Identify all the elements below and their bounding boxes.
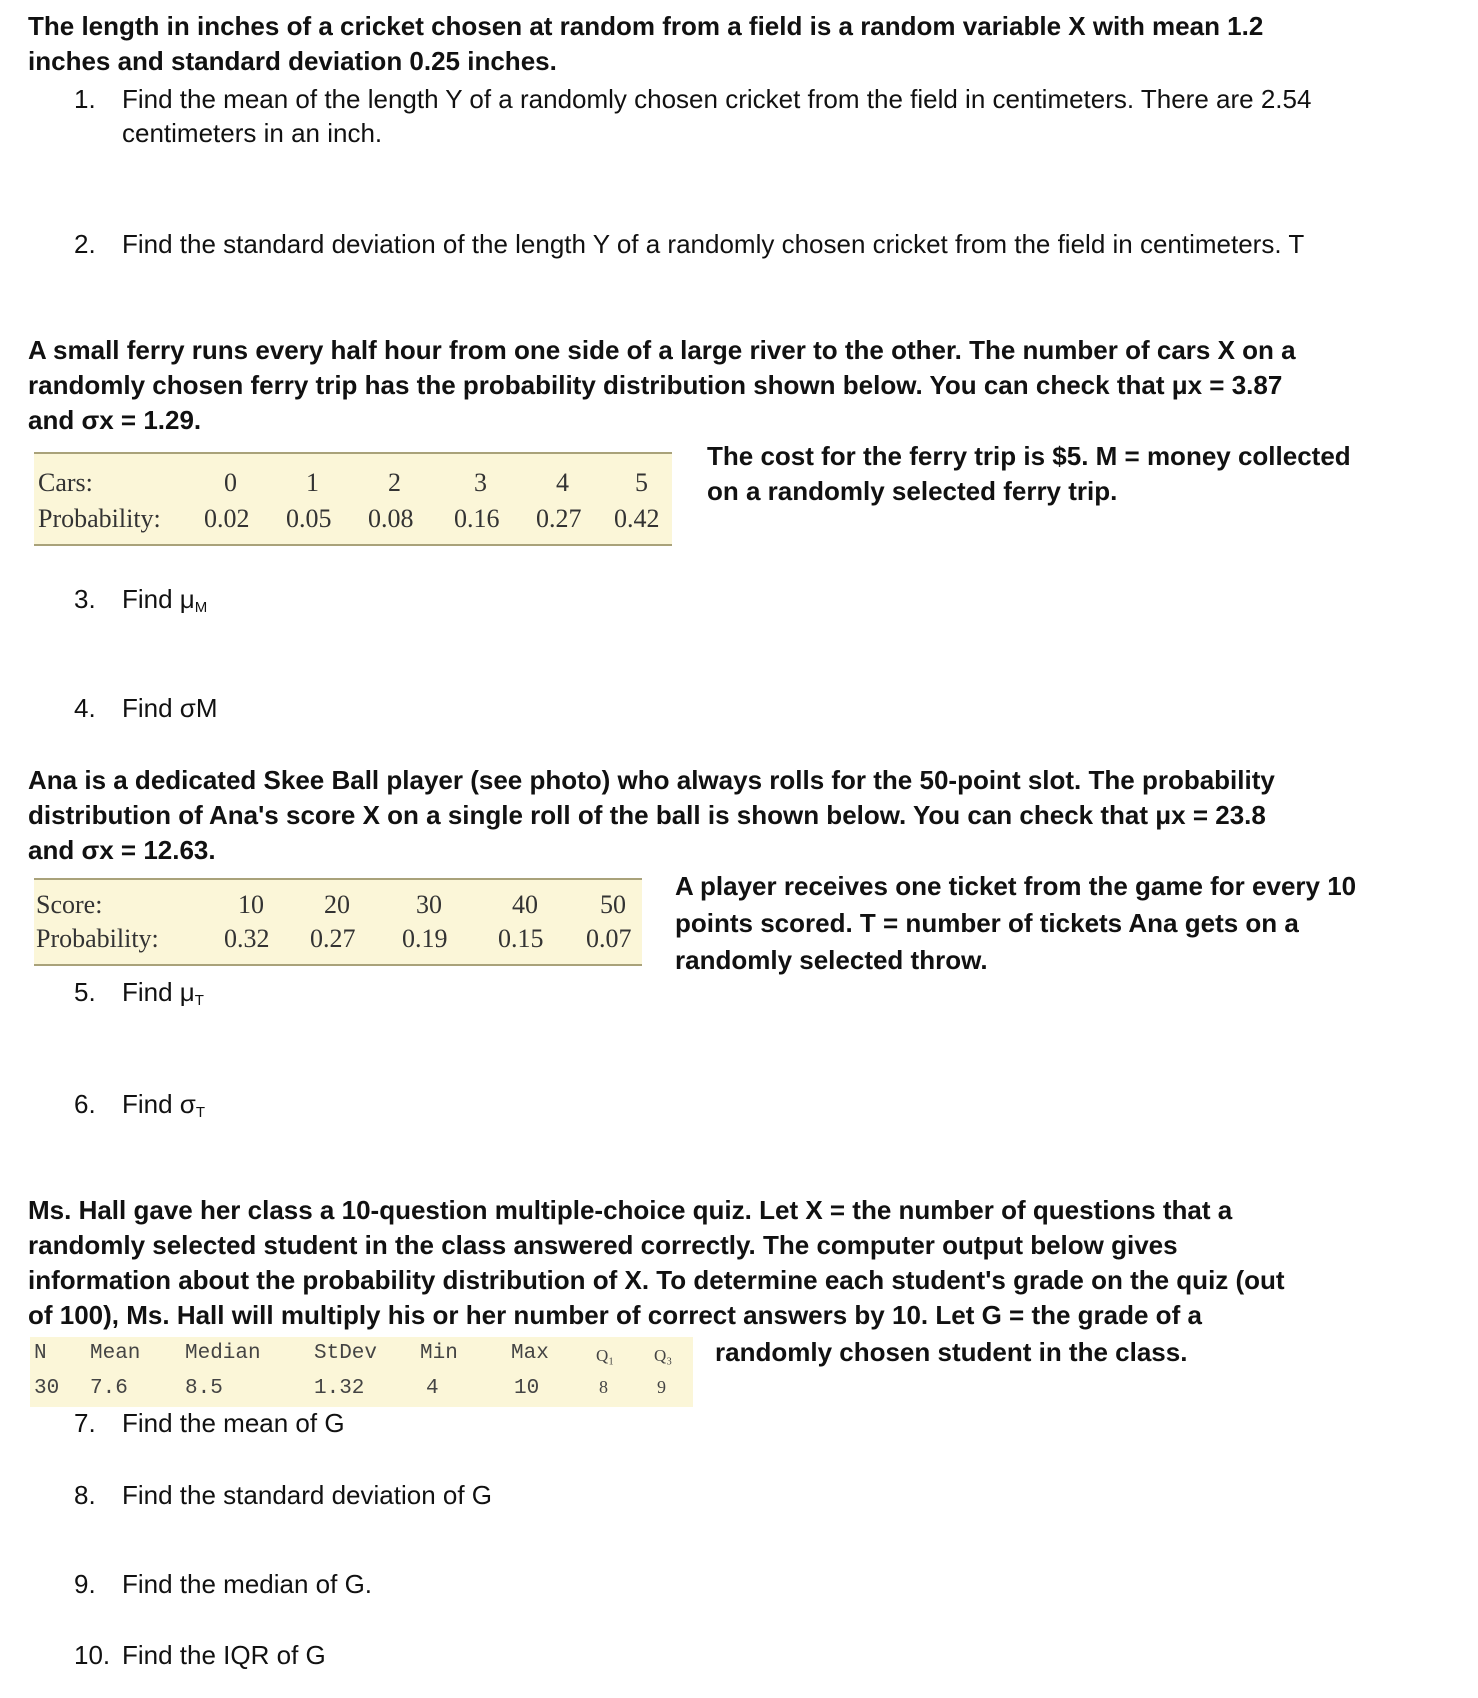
quiz-table-value: 8 [599,1377,608,1397]
question-7 [74,1406,345,1440]
question-6-text: Find σ [122,1089,196,1119]
skee-intro-line1: Ana is a dedicated Skee Ball player (see photo) who always rolls for the 50-point slot. The probability [28,765,1275,795]
ferry-cost-note-line2: on a randomly selected ferry trip. [707,476,1118,506]
quiz-table-header: Mean [90,1342,141,1365]
quiz-table-value: 9 [657,1377,666,1397]
quiz-intro-line4: of 100), Ms. Hall will multiply his or her number of correct answers by 10. Let G = the grade of a [28,1300,1202,1330]
skee-intro-line2: distribution of Ana's score X on a single roll of the ball is shown below. You can check that μx = 23.8 [28,800,1266,830]
quiz-intro-line2: randomly selected student in the class answered correctly. The computer output below gives [28,1230,1178,1260]
question-9-text: Find the median of G. [122,1569,373,1599]
quiz-table-value: 1.32 [314,1377,365,1400]
skee-table-prob: 0.27 [310,924,356,953]
question-8-text: Find the standard deviation of G [122,1480,493,1510]
quiz-summary-table [30,1337,693,1407]
question-2-number: 2. [74,229,96,259]
skee-table-value: 10 [238,890,264,919]
ferry-intro-line3: and σx = 1.29. [28,405,202,435]
cricket-intro-line1: The length in inches of a cricket chosen at random from a field is a random variable X with mean 1.2 [28,11,1264,41]
ferry-table-prob: 0.27 [536,504,582,533]
question-8-number: 8. [74,1480,96,1510]
skee-ticket-note-line2: points scored. T = number of tickets Ana gets on a [675,908,1299,938]
cricket-intro-line2: inches and standard deviation 0.25 inches. [28,46,557,76]
ferry-table-prob: 0.02 [204,504,250,533]
question-5-number: 5. [74,977,96,1007]
quiz-table-header: Min [420,1342,458,1365]
ferry-table-prob: 0.08 [368,504,414,533]
question-10 [74,1638,326,1672]
question-4 [74,691,218,725]
question-1-text: Find the mean of the length Y of a randomly chosen cricket from the field in centimeters. There are 2.54 [122,84,1312,114]
ferry-intro [28,333,1458,438]
skee-table-value: 50 [600,890,626,919]
question-3-number: 3. [74,584,96,614]
ferry-table-value: 2 [388,468,401,497]
skee-table-value: 40 [512,890,538,919]
question-9-number: 9. [74,1569,96,1599]
skee-table-prob: 0.07 [586,924,632,953]
ferry-table-value: 0 [224,468,237,497]
question-6-subscript: T [195,1104,206,1121]
quiz-table-header: Max [511,1342,549,1365]
quiz-table-value: 4 [426,1377,439,1400]
question-8 [74,1478,492,1512]
quiz-intro [28,1193,1468,1333]
ferry-table-prob: 0.16 [454,504,500,533]
question-4-text: Find σM [122,693,218,723]
ferry-table-prob: 0.05 [286,504,332,533]
skee-intro-line3: and σx = 12.63. [28,835,216,865]
skee-table-prob: 0.19 [402,924,448,953]
skee-table-score-label: Score: [36,890,103,919]
question-2 [74,227,1464,261]
question-7-number: 7. [74,1408,96,1438]
skee-intro [28,763,1458,868]
question-5 [74,975,204,1018]
cricket-intro [28,9,1458,79]
ferry-cost-note-line1: The cost for the ferry trip is $5. M = money collected [707,441,1351,471]
ferry-table-value: 4 [556,468,569,497]
question-10-number: 10. [74,1640,111,1670]
question-10-text: Find the IQR of G [122,1640,326,1670]
question-7-text: Find the mean of G [122,1408,345,1438]
quiz-intro-line5: randomly chosen student in the class. [715,1337,1188,1367]
skee-distribution-table [34,878,642,966]
question-3 [74,582,207,625]
quiz-intro-line1: Ms. Hall gave her class a 10-question multiple-choice quiz. Let X = the number of questions that a [28,1195,1233,1225]
quiz-table-header: N [34,1342,47,1365]
question-4-number: 4. [74,693,96,723]
quiz-table-header: Q₁ [596,1346,615,1365]
quiz-table-header: StDev [314,1342,378,1365]
skee-table-value: 30 [416,890,442,919]
question-5-text: Find μ [122,977,195,1007]
question-6 [74,1087,205,1130]
quiz-table-header: Q₃ [654,1346,673,1365]
ferry-distribution-table [34,452,672,546]
skee-table-prob-label: Probability: [36,924,159,953]
question-6-number: 6. [74,1089,96,1119]
ferry-cost-note [707,439,1447,509]
ferry-table-prob: 0.42 [614,504,660,533]
skee-ticket-note [675,868,1465,979]
ferry-table-value: 3 [474,468,487,497]
question-2-text: Find the standard deviation of the length Y of a randomly chosen cricket from the field in centimeters. T [122,229,1305,259]
ferry-table-cars-label: Cars: [38,468,93,497]
ferry-intro-line1: A small ferry runs every half hour from one side of a large river to the other. The number of cars X on a [28,335,1296,365]
question-3-subscript: M [194,599,208,616]
skee-ticket-note-line1: A player receives one ticket from the game for every 10 [675,871,1357,901]
ferry-table-prob-label: Probability: [38,504,161,533]
question-1-text-cont: centimeters in an inch. [122,118,383,148]
quiz-table-value: 30 [34,1377,60,1400]
quiz-table-value: 7.6 [90,1377,128,1400]
ferry-table-value: 1 [306,468,319,497]
question-3-text: Find μ [122,584,195,614]
skee-table-prob: 0.15 [498,924,544,953]
ferry-table-value: 5 [635,468,648,497]
skee-ticket-note-line3: randomly selected throw. [675,945,988,975]
question-9 [74,1567,372,1601]
skee-table-value: 20 [324,890,350,919]
skee-table-prob: 0.32 [224,924,270,953]
quiz-intro-line3: information about the probability distribution of X. To determine each student's grade on the quiz (out [28,1265,1285,1295]
question-5-subscript: T [194,992,204,1009]
ferry-intro-line2: randomly chosen ferry trip has the probability distribution shown below. You can check that μx = 3.87 [28,370,1283,400]
quiz-table-value: 8.5 [185,1377,223,1400]
quiz-table-value: 10 [514,1377,540,1400]
quiz-table-header: Median [185,1342,261,1365]
question-1-number: 1. [74,84,96,114]
question-1 [74,82,1464,150]
